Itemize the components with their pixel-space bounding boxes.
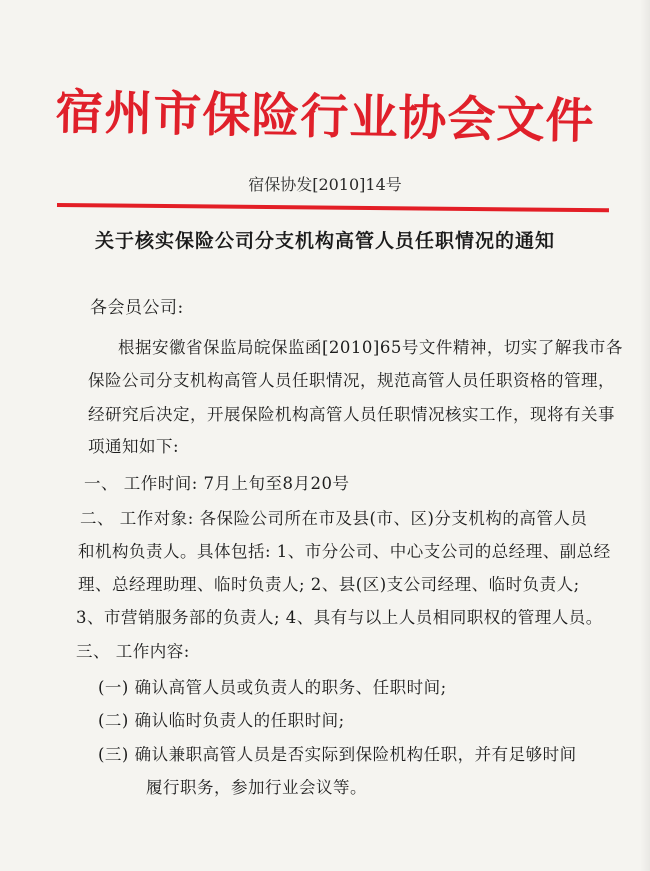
section-2-line-3: 理、总经理助理、临时负责人; 2、县(区)支公司经理、临时负责人; xyxy=(78,575,580,594)
section-2-line-1: 二、 工作对象: 各保险公司所在市及县(市、区)分支机构的高管人员 xyxy=(80,509,588,528)
content-item-1: (一) 确认高管人员或负责人的职务、任职时间; xyxy=(98,678,447,697)
content-item-3-line-1: (三) 确认兼职高管人员是否实际到保险机构任职，并有足够时间 xyxy=(98,745,577,764)
intro-line-4: 项通知如下: xyxy=(88,437,180,456)
intro-line-1: 根据安徽省保监局皖保监函[2010]65号文件精神，切实了解我市各 xyxy=(118,338,623,357)
section-1-work-time: 一、 工作时间: 7月上旬至8月20号 xyxy=(84,474,350,493)
intro-line-3: 经研究后决定，开展保险机构高管人员任职情况核实工作，现将有关事 xyxy=(88,405,615,424)
document-header-title: 宿州市保险行业协会文件 xyxy=(54,84,595,150)
content-item-2: (二) 确认临时负责人的任职时间; xyxy=(98,711,345,730)
red-divider-line xyxy=(57,203,609,212)
document-subject: 关于核实保险公司分支机构高管人员任职情况的通知 xyxy=(94,230,555,252)
intro-line-2: 保险公司分支机构高管人员任职情况，规范高管人员任职资格的管理， xyxy=(88,371,615,390)
section-2-line-2: 和机构负责人。具体包括: 1、市分公司、中心支公司的总经理、副总经 xyxy=(78,542,611,561)
salutation: 各会员公司: xyxy=(90,298,184,318)
section-3-title: 三、 工作内容: xyxy=(76,642,190,661)
page-edge-shadow xyxy=(640,0,650,871)
section-2-line-4: 3、市营销服务部的负责人; 4、具有与以上人员相同职权的管理人员。 xyxy=(76,608,603,627)
document-number: 宿保协发[2010]14号 xyxy=(248,175,402,194)
content-item-3-line-2: 履行职务，参加行业会议等。 xyxy=(146,778,367,797)
